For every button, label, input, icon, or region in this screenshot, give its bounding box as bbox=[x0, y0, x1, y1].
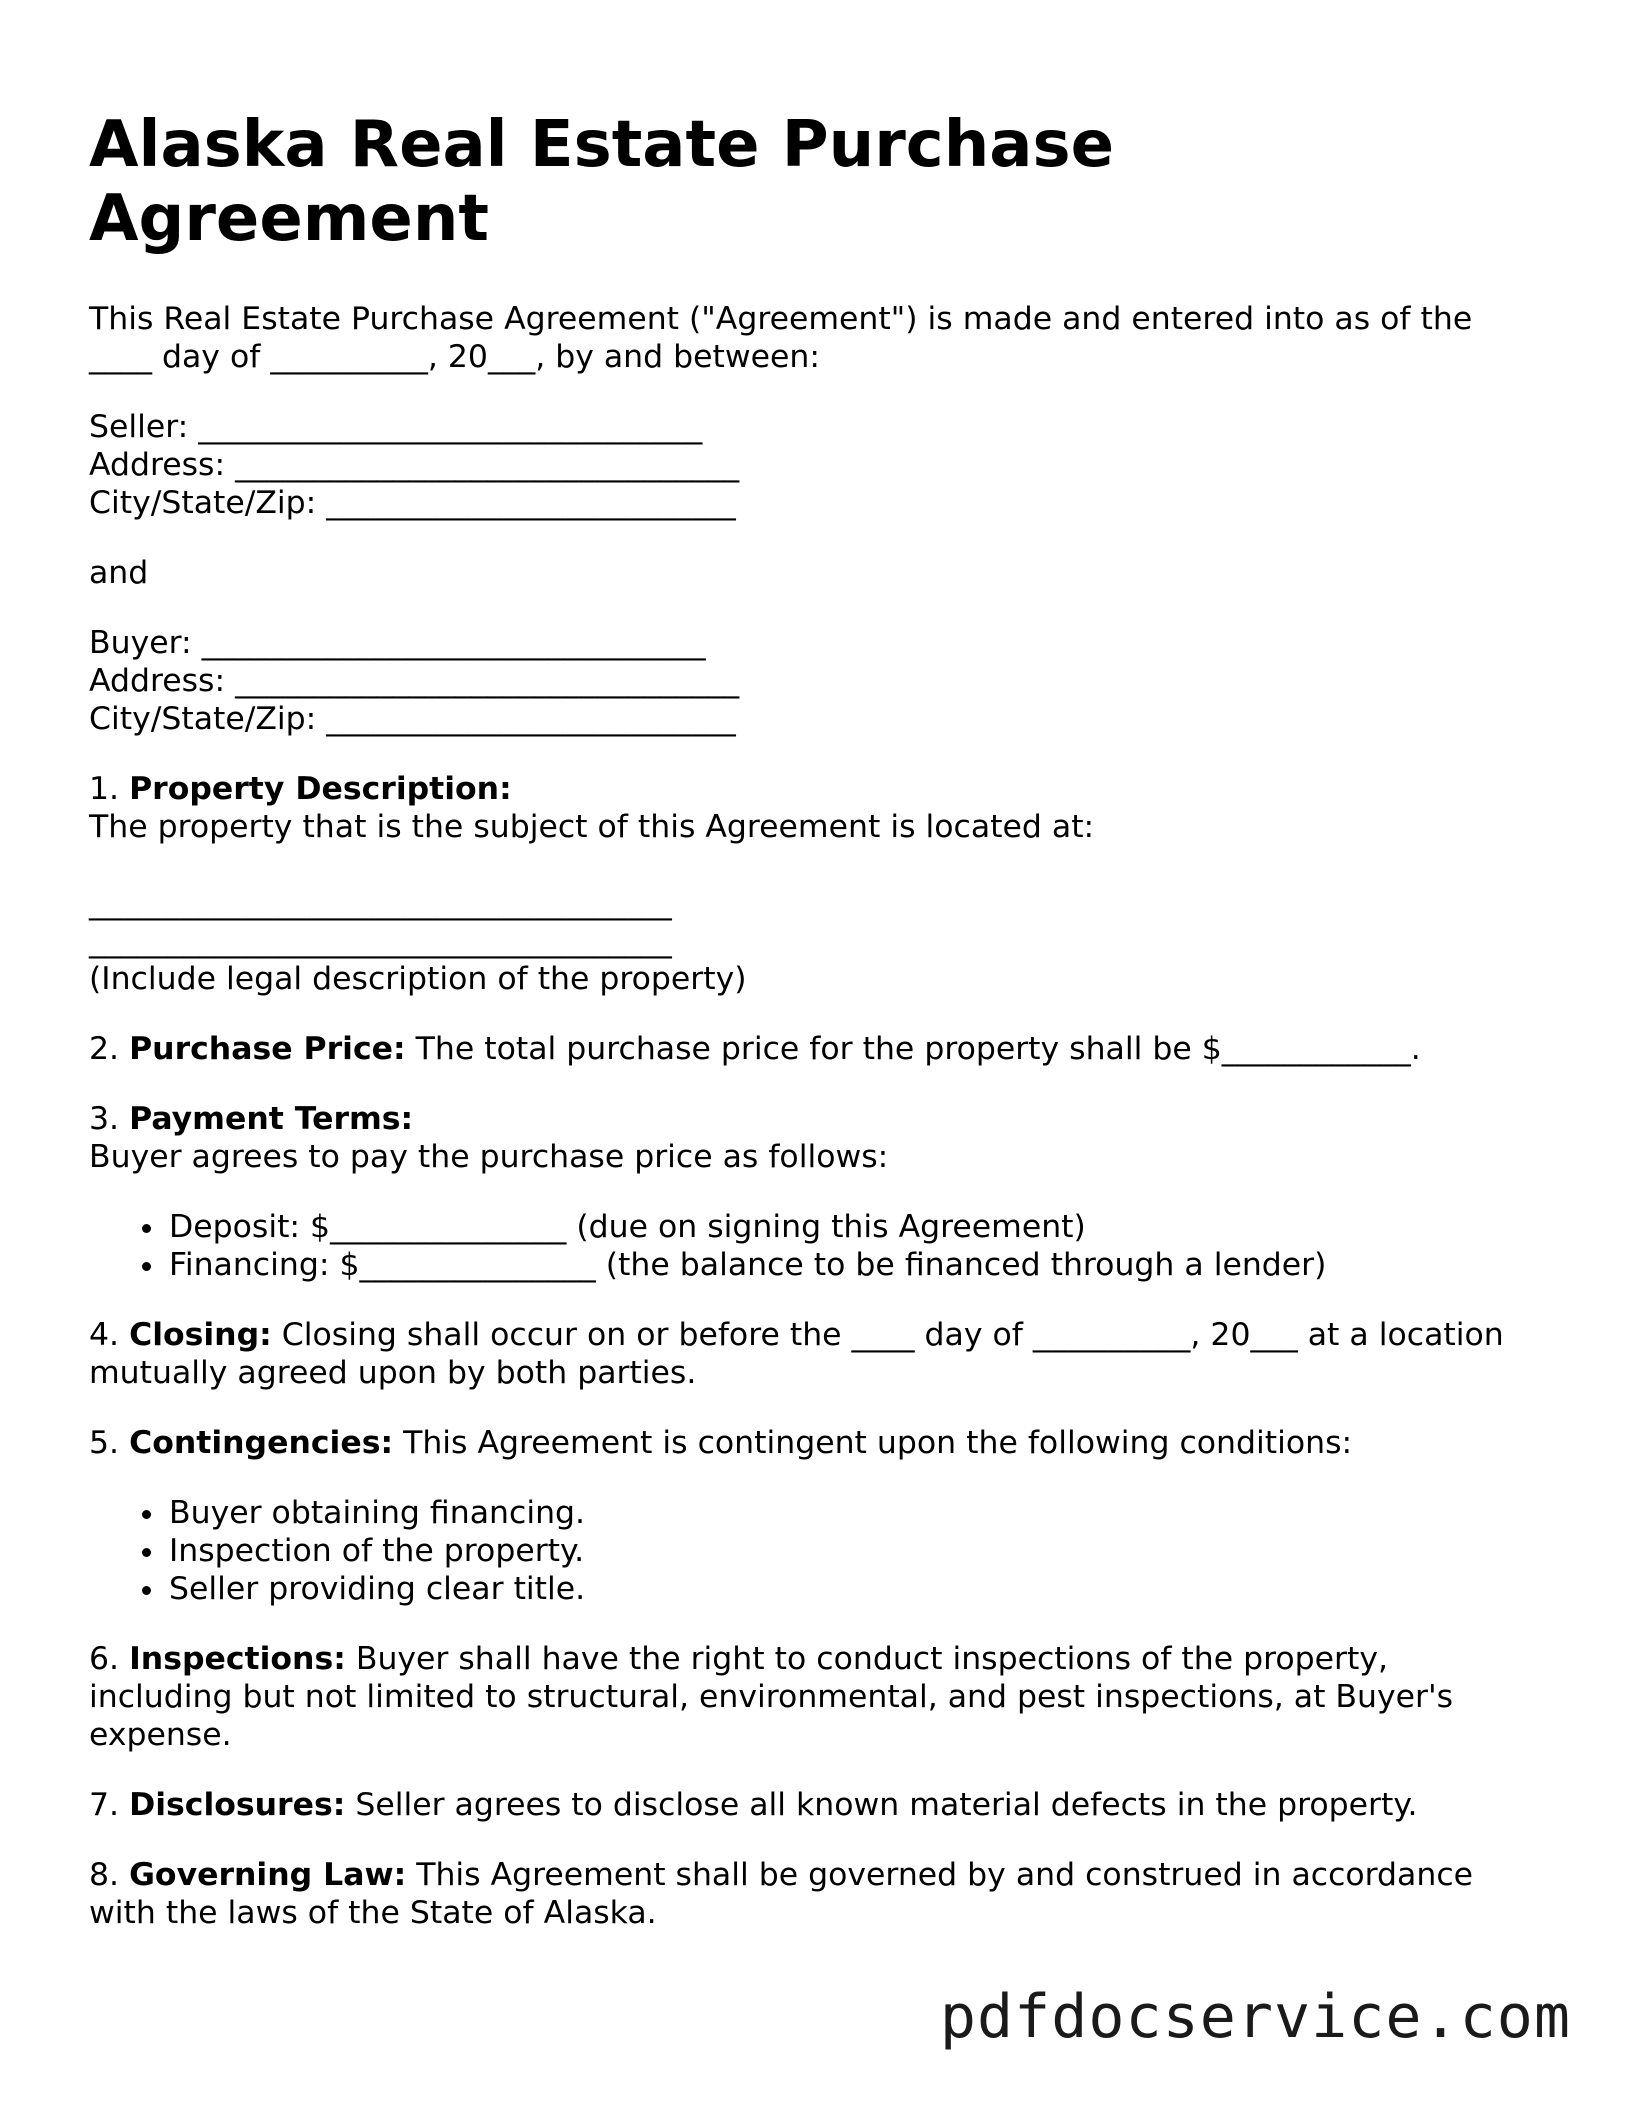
watermark: pdfdocservice.com bbox=[939, 1982, 1571, 2052]
payment-terms-list bbox=[89, 1208, 1529, 1284]
section-contingencies bbox=[89, 1424, 1529, 1462]
section-text: This Agreement shall be governed by and construed in accordance bbox=[406, 1857, 1474, 1893]
intro-line-1: This Real Estate Purchase Agreement ("Agreement") is made and entered into as of the bbox=[89, 301, 1473, 337]
list-item: Financing: $_______________ (the balance to be financed through a lender) bbox=[169, 1246, 1529, 1284]
section-heading: Payment Terms: bbox=[129, 1101, 414, 1137]
section-number: 5. bbox=[89, 1425, 130, 1461]
section-text: Buyer shall have the right to conduct inspections of the property, bbox=[345, 1641, 1388, 1677]
property-blank-line-2: _____________________________________ bbox=[89, 923, 672, 959]
seller-city-field: City/State/Zip: __________________________ bbox=[89, 485, 736, 521]
section-heading: Property Description: bbox=[129, 771, 512, 807]
buyer-address-field: Address: ________________________________ bbox=[89, 663, 740, 699]
section-number: 1. bbox=[89, 771, 130, 807]
section-number: 4. bbox=[89, 1317, 130, 1353]
section-text: Seller agrees to disclose all known material defects in the property. bbox=[345, 1787, 1418, 1823]
section-heading: Closing: bbox=[129, 1317, 272, 1353]
section-property-description bbox=[89, 770, 1529, 998]
section-number: 8. bbox=[89, 1857, 130, 1893]
list-item: Seller providing clear title. bbox=[169, 1570, 1529, 1608]
seller-address-field: Address: ________________________________ bbox=[89, 447, 740, 483]
document-page bbox=[89, 108, 1529, 1964]
page-title: Alaska Real Estate Purchase Agreement bbox=[89, 108, 1114, 256]
contingencies-list bbox=[89, 1494, 1529, 1608]
section-disclosures bbox=[89, 1786, 1529, 1824]
section-text-continued: expense. bbox=[89, 1717, 232, 1753]
buyer-name-field: Buyer: ________________________________ bbox=[89, 625, 706, 661]
section-heading: Contingencies: bbox=[129, 1425, 394, 1461]
section-text-continued: mutually agreed upon by both parties. bbox=[89, 1355, 697, 1391]
buyer-block bbox=[89, 624, 1529, 738]
buyer-city-field: City/State/Zip: __________________________ bbox=[89, 701, 736, 737]
property-note: (Include legal description of the property) bbox=[89, 961, 747, 997]
section-number: 2. bbox=[89, 1031, 130, 1067]
property-blank-line-1: _____________________________________ bbox=[89, 885, 672, 921]
seller-block bbox=[89, 408, 1529, 522]
section-heading: Purchase Price: bbox=[129, 1031, 406, 1067]
section-closing bbox=[89, 1316, 1529, 1392]
section-number: 7. bbox=[89, 1787, 130, 1823]
list-item: Buyer obtaining financing. bbox=[169, 1494, 1529, 1532]
seller-name-field: Seller: ________________________________ bbox=[89, 409, 703, 445]
section-heading: Governing Law: bbox=[129, 1857, 407, 1893]
section-heading: Inspections: bbox=[129, 1641, 346, 1677]
section-purchase-price bbox=[89, 1030, 1529, 1068]
section-text: This Agreement is contingent upon the following conditions: bbox=[393, 1425, 1353, 1461]
section-text-continued: with the laws of the State of Alaska. bbox=[89, 1895, 657, 1931]
section-number: 6. bbox=[89, 1641, 130, 1677]
section-payment-terms bbox=[89, 1100, 1529, 1176]
intro-paragraph bbox=[89, 300, 1529, 376]
list-item: Deposit: $_______________ (due on signing this Agreement) bbox=[169, 1208, 1529, 1246]
intro-line-2: ____ day of __________, 20___, by and between: bbox=[89, 339, 820, 375]
section-governing-law bbox=[89, 1856, 1529, 1932]
section-text: The total purchase price for the property shall be $____________. bbox=[405, 1031, 1421, 1067]
section-text: Buyer agrees to pay the purchase price as follows: bbox=[89, 1139, 889, 1175]
list-item: Inspection of the property. bbox=[169, 1532, 1529, 1570]
section-text: The property that is the subject of this Agreement is located at: bbox=[89, 809, 1095, 845]
section-text-continued: including but not limited to structural, environmental, and pest inspections, at Buyer's bbox=[89, 1679, 1454, 1715]
and-text: and bbox=[89, 555, 149, 591]
section-text: Closing shall occur on or before the ____ day of __________, 20___ at a location bbox=[271, 1317, 1504, 1353]
section-heading: Disclosures: bbox=[129, 1787, 346, 1823]
section-inspections bbox=[89, 1640, 1529, 1754]
section-number: 3. bbox=[89, 1101, 130, 1137]
